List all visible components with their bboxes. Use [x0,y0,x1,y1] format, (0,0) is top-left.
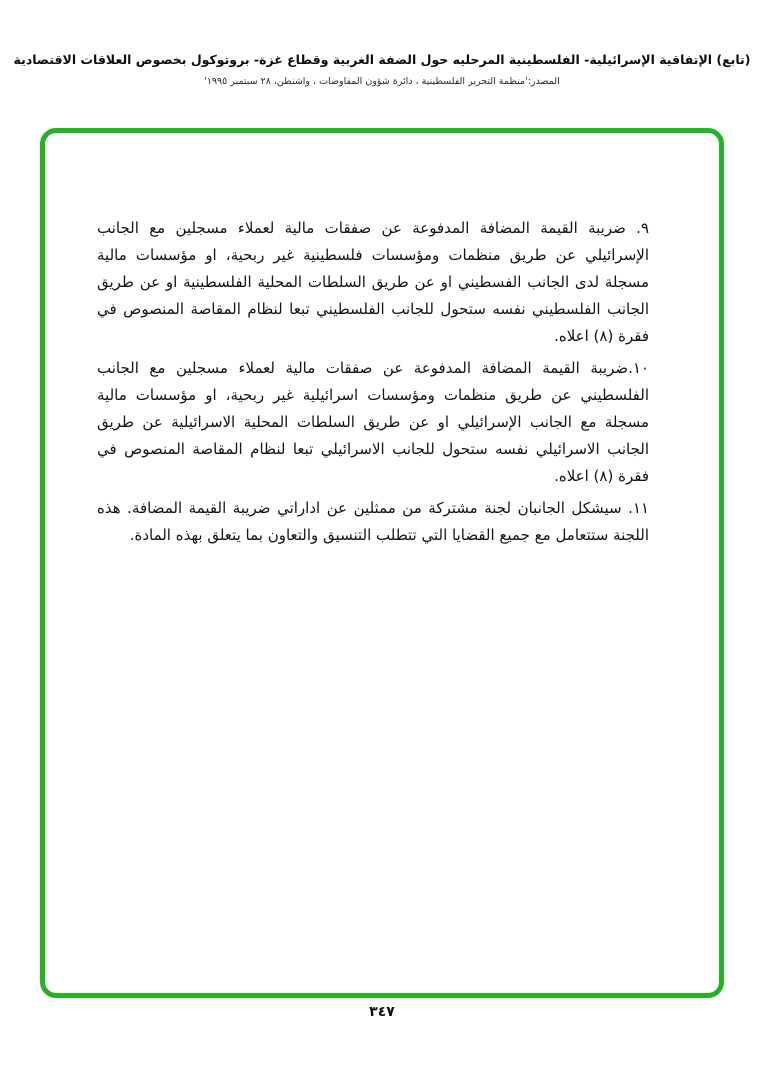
document-source: المصدر:'منظمة التحرير الفلسطينية ، دائرة شؤون المفاوضات ، واشنطن، ٢٨ سبتمبر ١٩٩٥' [204,76,560,87]
page-header [0,0,764,87]
item-number-11: ١١. [628,499,649,517]
list-item-10 [97,355,649,490]
item-text-11: سيشكل الجانبان لجنة مشتركة من ممثلين عن اداراتي ضريبة القيمة المضافة. هذه اللجنة ستتعامل مع جميع القضايا التي تتطلب التنسيق والتعاون بما يتعلق بهذه المادة. [97,499,649,544]
content-border-box [40,128,724,998]
item-number-9: ٩. [636,219,649,237]
list-item-9 [97,215,649,350]
item-text-9: ضريبة القيمة المضافة المدفوعة عن صفقات مالية لعملاء مسجلين مع الجانب الإسرائيلي عن طريق منظمات ومؤسسات فلسطينية غير ربحية، او مؤسسات مالية مسجلة لدى الجانب الفسطيني او عن طريق السلطات المحلية الفلسطينية او عن طريق الجانب الفلسطيني نفسه ستحول للجانب الفلسطيني تبعا لنظام المقاصة المنصوص في فقرة (٨) اعلاه. [97,219,649,345]
page-footer [0,1001,764,1020]
document-title: (تابع) الإتفاقية الإسرائيلية- الفلسطينية المرحليه حول الضفة الغربية وقطاع غزة- بروتوكول بخصوص العلاقات الاقتصادية [13,52,751,67]
list-item-11 [97,495,649,549]
document-body [45,133,719,549]
page-number: ٣٤٧ [369,1004,395,1020]
item-number-10: ١٠. [628,359,649,377]
item-text-10: ضريبة القيمة المضافة المدفوعة عن صفقات مالية لعملاء مسجلين مع الجانب الفلسطيني عن طريق منظمات ومؤسسات اسرائيلية غير ربحية، او مؤسسات مالية مسجلة مع الجانب الإسرائيلي او عن طريق السلطات المحلية الاسرائيلية عن طريق الجانب الاسرائيلي نفسه ستحول للجانب الاسرائيلي تبعا لنظام المقاصة المنصوص في فقرة (٨) اعلاه. [97,359,649,485]
